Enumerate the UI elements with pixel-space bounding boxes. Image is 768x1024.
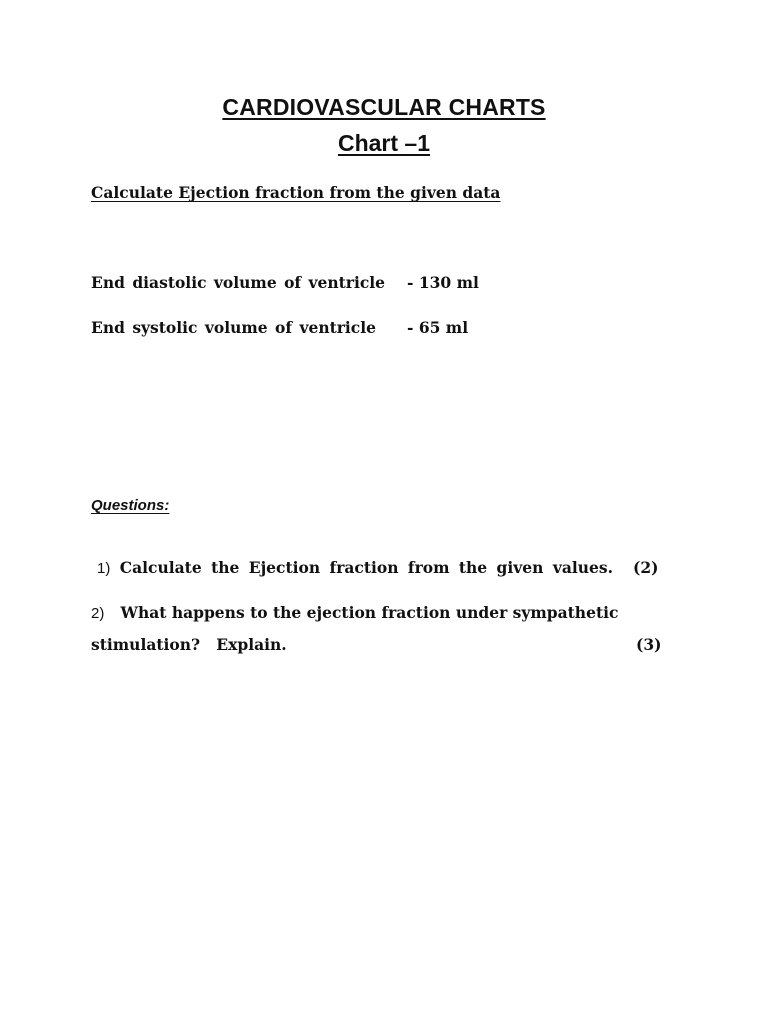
data-row-edv — [91, 273, 479, 292]
instruction-text: Calculate Ejection fraction from the given data — [91, 183, 501, 202]
question-1 — [97, 558, 659, 577]
question-marks: (2) — [633, 558, 659, 577]
chart-number: Chart –1 — [337, 130, 431, 156]
data-row-esv — [91, 318, 468, 337]
data-label: End systolic volume of ventricle — [91, 318, 376, 337]
question-2 — [91, 603, 618, 622]
data-value: - 130 ml — [407, 273, 479, 292]
question-number: 1) — [97, 560, 111, 577]
questions-heading: Questions: — [91, 497, 170, 514]
question-2-continued: stimulation? Explain. — [91, 635, 287, 654]
data-label: End diastolic volume of ventricle — [91, 273, 386, 292]
data-value: - 65 ml — [407, 318, 469, 337]
question-text: What happens to the ejection fraction under sympathetic — [120, 603, 619, 622]
document-title: CARDIOVASCULAR CHARTS — [222, 94, 546, 120]
question-marks: (3) — [636, 635, 662, 654]
question-number: 2) — [91, 605, 105, 622]
question-text: Calculate the Ejection fraction from the given values. — [119, 558, 614, 577]
